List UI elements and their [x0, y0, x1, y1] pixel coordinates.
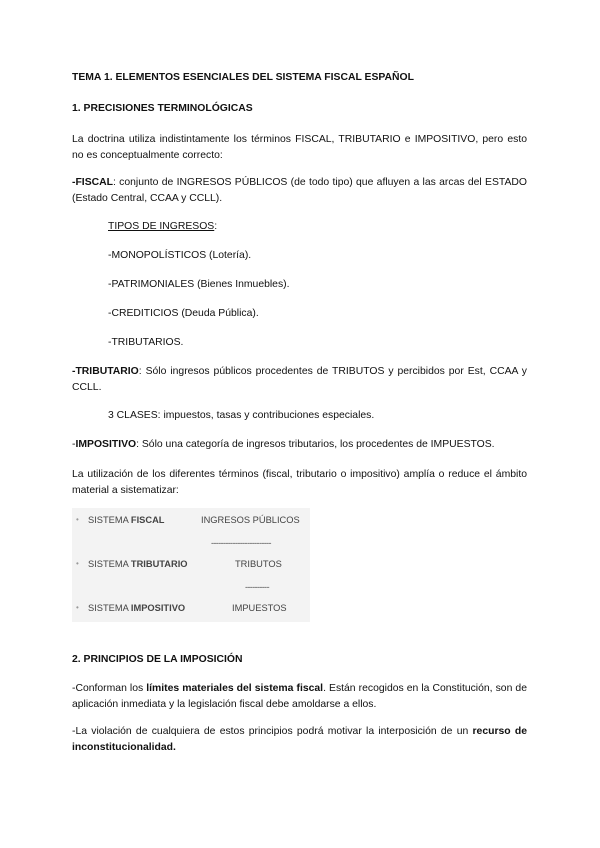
intro-paragraph: La doctrina utiliza indistintamente los términos FISCAL, TRIBUTARIO e IMPOSITIVO, pero esto no es conceptualmente correcto:	[72, 134, 527, 161]
principios-p1-text: -Conforman los	[72, 683, 147, 694]
tipos-heading	[108, 219, 563, 235]
bullet-icon: •	[76, 515, 79, 524]
diagram-row-value: TRIBUTOS	[235, 559, 282, 569]
tributario-paragraph	[72, 364, 527, 395]
principios-paragraph-2	[72, 724, 527, 755]
utilizacion-paragraph: La utilización de los diferentes términos (fiscal, tributario o impositivo) amplía o reduce el ámbito material a sistematizar:	[72, 469, 527, 496]
section-2-heading: 2. PRINCIPIOS DE LA IMPOSICIÓN	[72, 654, 243, 665]
diagram-separator: ----------	[245, 582, 269, 592]
diagram-separator: -------------------------	[211, 538, 271, 548]
diagram-row-label: SISTEMA TRIBUTARIO	[88, 559, 188, 569]
section-1-heading: 1. PRECISIONES TERMINOLÓGICAS	[72, 103, 253, 114]
fiscal-term: -FISCAL	[72, 177, 113, 188]
impositivo-term: IMPOSITIVO	[75, 439, 137, 450]
document-title: TEMA 1. ELEMENTOS ESENCIALES DEL SISTEMA FISCAL ESPAÑOL	[72, 72, 414, 83]
tributario-definition: : Sólo ingresos públicos procedentes de TRIBUTOS y percibidos por Est, CCAA y CCLL.	[72, 366, 527, 393]
tipo-item: -CREDITICIOS (Deuda Pública).	[108, 308, 259, 319]
principios-p2-bold: recurso de inconstitucionalidad.	[72, 726, 527, 753]
tipo-item: -TRIBUTARIOS.	[108, 337, 184, 348]
principios-p1-bold: límites materiales del sistema fiscal	[146, 683, 324, 694]
bullet-icon: •	[76, 559, 79, 568]
principios-p1-rest: . Están recogidos en la Constitución, son de aplicación inmediata y la legislación fiscal debe amoldarse a ellos.	[72, 683, 527, 710]
diagram-row-label: SISTEMA IMPOSITIVO	[88, 603, 186, 613]
fiscal-paragraph	[72, 175, 527, 206]
impositivo-paragraph	[72, 437, 527, 453]
sistemas-diagram	[72, 508, 310, 622]
impositivo-definition: : Sólo una categoría de ingresos tributarios, los procedentes de IMPUESTOS.	[136, 439, 495, 450]
principios-p2-text: -La violación de cualquiera de estos principios podrá motivar la interposición de un	[72, 726, 473, 737]
diagram-row-value: INGRESOS PÚBLICOS	[201, 515, 300, 525]
tipos-heading-label: TIPOS DE INGRESOS	[108, 221, 215, 232]
tributario-term: -TRIBUTARIO	[72, 366, 139, 377]
tipos-heading-colon: :	[214, 221, 218, 232]
clases-paragraph: 3 CLASES: impuestos, tasas y contribuciones especiales.	[108, 410, 375, 421]
fiscal-definition: : conjunto de INGRESOS PÚBLICOS (de todo tipo) que afluyen a las arcas del ESTADO (Estado Central, CCAA y CCLL).	[72, 177, 527, 204]
principios-paragraph-1	[72, 681, 527, 712]
tipo-item: -PATRIMONIALES (Bienes Inmuebles).	[108, 279, 290, 290]
diagram-row-value: IMPUESTOS	[232, 603, 287, 613]
tipo-item: -MONOPOLÍSTICOS (Lotería).	[108, 250, 252, 261]
bullet-icon: •	[76, 603, 79, 612]
diagram-row-label: SISTEMA FISCAL	[88, 515, 165, 525]
impositivo-prefix: -	[72, 439, 76, 450]
